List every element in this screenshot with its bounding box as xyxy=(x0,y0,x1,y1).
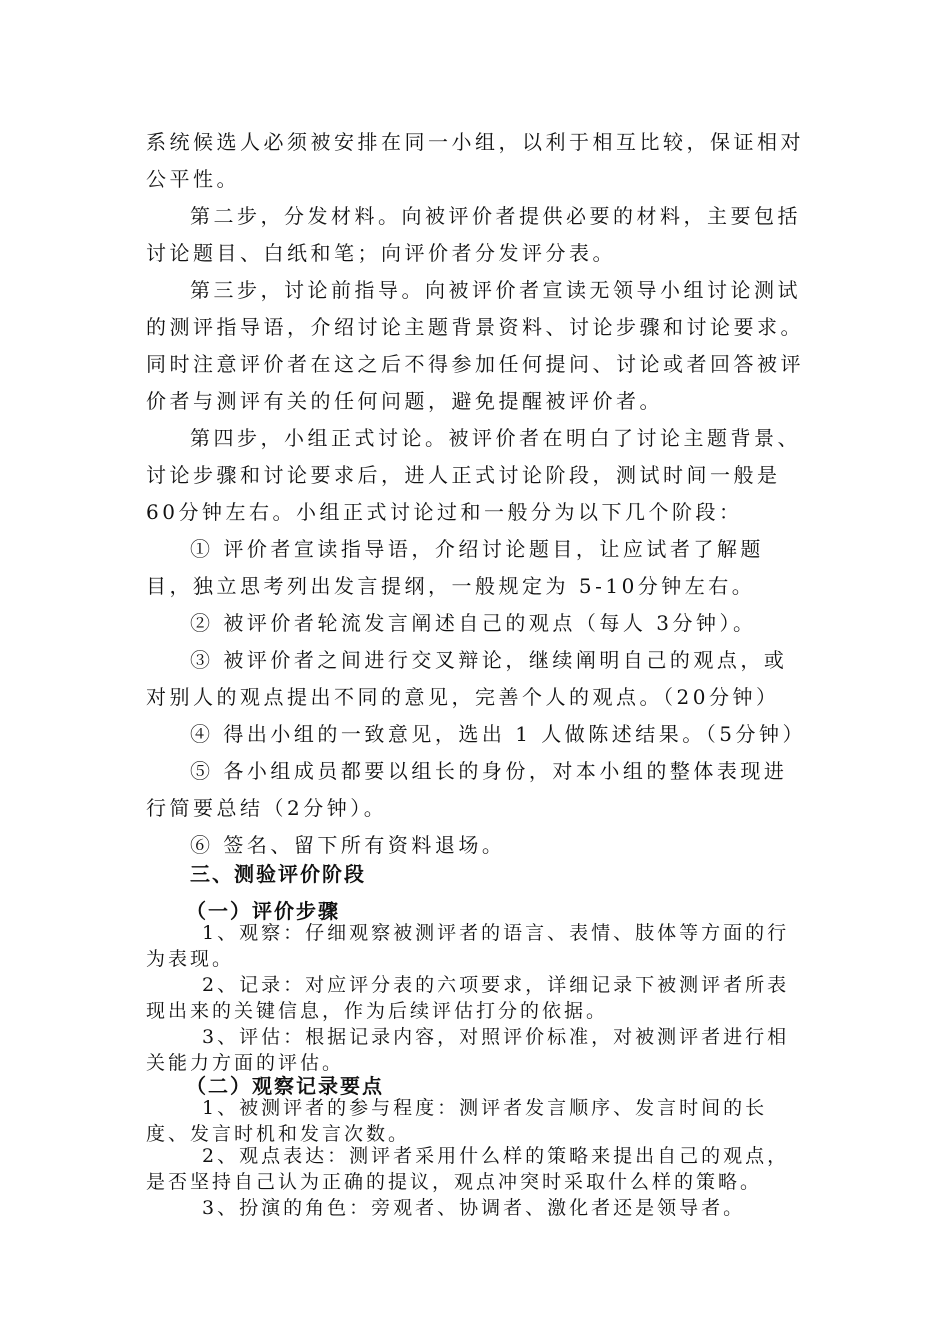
list-item-stage-6: ⑥ 签名、留下所有资料退场。 xyxy=(190,833,506,857)
list-item-stage-2: ② 被评价者轮流发言阐述自己的观点（每人 3分钟）。 xyxy=(190,611,757,635)
observation-item-participation: 1、被测评者的参与程度：测评者发言顺序、发言时间的长度、发言时机和发言次数。 xyxy=(146,1097,768,1145)
step-item-assess: 3、评估：根据记录内容，对照评价标准，对被测评者进行相关能力方面的评估。 xyxy=(146,1026,790,1074)
subsection-heading-observation: （二）观察记录要点 xyxy=(186,1074,384,1098)
observation-item-expression: 2、观点表达：测评者采用什么样的策略来提出自己的观点，是否坚持自己认为正确的提议，观点冲突时采取什么样的策略。 xyxy=(146,1145,790,1193)
list-item-stage-5: ⑤ 各小组成员都要以组长的身份，对本小组的整体表现进行简要总结（2分钟）。 xyxy=(146,759,788,820)
paragraph-step-two: 第二步，分发材料。向被评价者提供必要的材料，主要包括讨论题目、白纸和笔；向评价者分发评分表。 xyxy=(146,204,801,265)
observation-item-role: 3、扮演的角色：旁观者、协调者、激化者还是领导者。 xyxy=(202,1197,746,1219)
list-item-stage-3: ③ 被评价者之间进行交叉辩论，继续阐明自己的观点，或对别人的观点提出不同的意见，完善个人的观点。（20分钟） xyxy=(146,648,788,709)
section-heading-evaluation: 三、测验评价阶段 xyxy=(190,862,366,886)
subsection-heading-steps: （一）评价步骤 xyxy=(186,899,340,923)
list-item-stage-4: ④ 得出小组的一致意见，选出 1 人做陈述结果。（5分钟） xyxy=(190,722,807,746)
paragraph-group-candidates: 系统候选人必须被安排在同一小组，以利于相互比较，保证相对公平性。 xyxy=(146,130,804,191)
list-item-stage-1: ① 评价者宣读指导语，介绍讨论题目，让应试者了解题目，独立思考列出发言提纲，一般规定为 5-10分钟左右。 xyxy=(146,537,764,598)
step-item-record: 2、记录：对应评分表的六项要求，详细记录下被测评者所表现出来的关键信息，作为后续评估打分的依据。 xyxy=(146,974,790,1022)
paragraph-step-four: 第四步，小组正式讨论。被评价者在明白了讨论主题背景、讨论步骤和讨论要求后，进人正式讨论阶段，测试时间一般是 60分钟左右。小组正式讨论过和一般分为以下几个阶段： xyxy=(146,426,801,524)
step-item-observe: 1、观察：仔细观察被测评者的语言、表情、肢体等方面的行为表现。 xyxy=(146,922,790,970)
paragraph-step-three: 第三步，讨论前指导。向被评价者宣读无领导小组讨论测试的测评指导语，介绍讨论主题背景资料、讨论步骤和讨论要求。同时注意评价者在这之后不得参加任何提问、讨论或者回答被评价者与测评有关的任何问题，避免提醒被评价者。 xyxy=(146,278,804,413)
